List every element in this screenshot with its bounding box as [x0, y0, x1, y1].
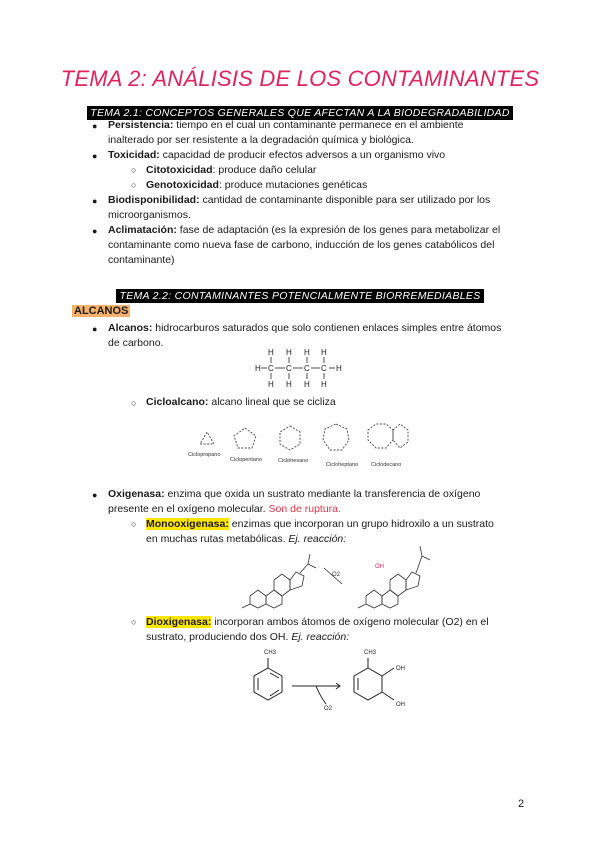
svg-text:H: H	[304, 380, 310, 389]
svg-text:C: C	[286, 364, 292, 373]
subitem-monooxigenasa: Monooxigenasa: enzimas que incorporan un grupo hidroxilo a un sustrato	[146, 518, 494, 530]
svg-text:C: C	[304, 364, 310, 373]
bullet-icon: ●	[92, 324, 98, 334]
svg-text:C: C	[268, 364, 274, 373]
item-alcanos: Alcanos: hidrocarburos saturados que solo contienen enlaces simples entre átomos	[108, 322, 502, 334]
svg-text:H: H	[321, 380, 327, 389]
alcanos-label: ALCANOS	[74, 305, 129, 317]
alkane-structure-image	[252, 346, 352, 390]
bullet-icon: ●	[92, 151, 98, 161]
item-persistencia: Persistencia: tiempo en el cual un contaminante permanece en el ambiente	[108, 119, 464, 131]
page-title: TEMA 2: ANÁLISIS DE LOS CONTAMINANTES	[60, 66, 540, 91]
section-heading-2-1: TEMA 2.1: CONCEPTOS GENERALES QUE AFECTAN A LA BIODEGRADABILIDAD	[0, 103, 600, 121]
svg-text:H: H	[336, 364, 342, 373]
ring-label: Cicloheptano	[326, 462, 359, 468]
bullet-icon: ●	[92, 226, 98, 236]
subitem-genotoxicidad: Genotoxicidad: produce mutaciones genéticas	[146, 179, 368, 191]
svg-text:CH3: CH3	[364, 650, 377, 656]
svg-text:H: H	[304, 348, 310, 357]
item-alcanos-line2: de carbono.	[108, 337, 164, 349]
ring-label: Ciclopropano	[188, 452, 221, 458]
item-oxigenasa: Oxigenasa: enzima que oxida un sustrato mediante la transferencia de oxígeno	[108, 488, 481, 500]
svg-text:H: H	[286, 380, 292, 389]
subitem-dioxigenasa: Dioxigenasa: incorporan ambos átomos de oxígeno molecular (O2) en el	[146, 616, 489, 628]
monooxygenase-reaction-image	[238, 542, 448, 614]
subitem-cicloalcano: Cicloalcano: alcano lineal que se cicliza	[146, 396, 336, 408]
svg-text:O2: O2	[324, 706, 333, 712]
item-oxigenasa-line2: presente en el oxígeno molecular. Son de ruptura.	[108, 503, 341, 515]
svg-text:H: H	[321, 348, 327, 357]
hollow-bullet-icon: ○	[131, 617, 137, 627]
cycloalkanes-image	[186, 416, 416, 472]
bullet-icon: ●	[92, 121, 98, 131]
svg-text:H: H	[268, 348, 274, 357]
hollow-bullet-icon: ○	[131, 519, 137, 529]
bullet-icon: ●	[92, 196, 98, 206]
svg-text:OH: OH	[396, 702, 405, 708]
item-persistencia-line2: inalterado por ser resistente a la degradación química y biológica.	[108, 134, 414, 146]
svg-text:O2: O2	[332, 572, 341, 578]
item-aclimatacion-line2: contaminante como nueva fase de carbono, inducción de los genes catabólicos del	[108, 239, 495, 251]
page-number: 2	[518, 798, 525, 810]
subitem-monooxigenasa-line2: en muchas rutas metabólicas. Ej. reacción:	[146, 533, 347, 545]
bullet-icon: ●	[92, 490, 98, 500]
ring-label: Ciclohexano	[278, 458, 309, 464]
ring-label: Ciclodecano	[371, 462, 402, 468]
subitem-citotoxicidad: Citotoxicidad: produce daño celular	[146, 164, 317, 176]
svg-text:H: H	[286, 348, 292, 357]
item-biodisponibilidad: Biodisponibilidad: cantidad de contaminante disponible para ser utilizado por los	[108, 194, 491, 206]
dioxygenase-reaction-image	[240, 644, 430, 720]
ring-label: Ciclopentano	[230, 457, 263, 463]
svg-text:H: H	[255, 364, 261, 373]
hollow-bullet-icon: ○	[131, 180, 137, 190]
item-aclimatacion-line3: contaminante)	[108, 254, 175, 266]
subitem-dioxigenasa-line2: sustrato, produciendo dos OH. Ej. reacción:	[146, 631, 350, 643]
hollow-bullet-icon: ○	[131, 165, 137, 175]
section-heading-2-2: TEMA 2.2: CONTAMINANTES POTENCIALMENTE BIORREMEDIABLES	[0, 286, 600, 304]
hollow-bullet-icon: ○	[131, 398, 137, 408]
item-aclimatacion: Aclimatación: fase de adaptación (es la expresión de los genes para metabolizar el	[108, 224, 501, 236]
svg-text:H: H	[268, 380, 274, 389]
item-toxicidad: Toxicidad: capacidad de producir efectos adversos a un organismo vivo	[108, 149, 446, 161]
item-biodisponibilidad-line2: microorganismos.	[108, 209, 191, 221]
svg-text:OH: OH	[375, 564, 384, 570]
svg-text:C: C	[321, 364, 327, 373]
svg-text:OH: OH	[396, 666, 405, 672]
svg-text:CH3: CH3	[264, 650, 277, 656]
